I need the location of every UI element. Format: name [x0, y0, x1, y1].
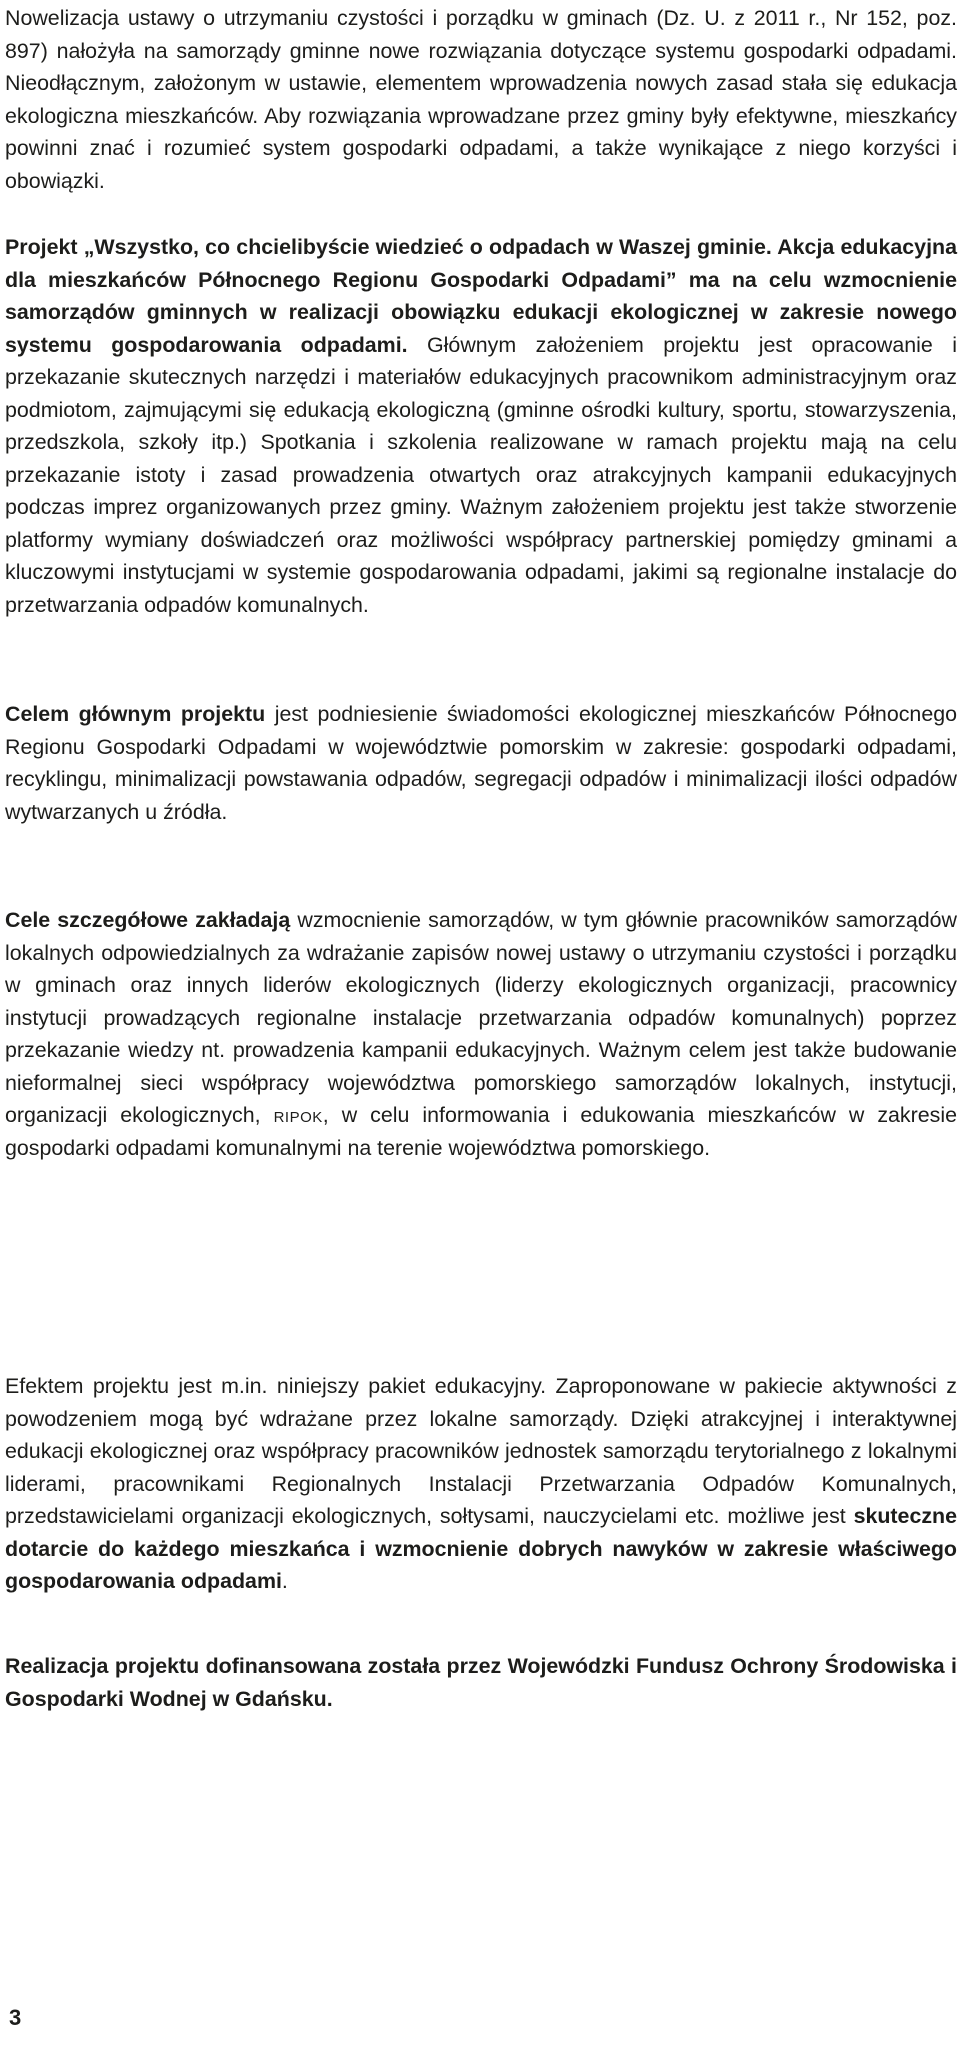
- specific-goals-text-a: wzmocnienie samorządów, w tym głównie pracowników samorządów lokalnych odpowiedzialnych za wdrażanie zapisów nowej ustawy o utrzymaniu czystości i porządku w gminach oraz innych liderów ekologicznych (liderzy ekologicznych organizacji, pracownicy instytucji prowadzących regionalne instalacje przetwarzania odpadów komunalnych) poprzez przekazanie wiedzy nt. prowadzenia kampanii edukacyjnych. Ważnym celem jest także budowanie nieformalnej sieci współpracy województwa pomorskiego samorządów lokalnych, instytucji, organizacji ekologicznych,: [5, 908, 957, 1127]
- funding-paragraph: [5, 1650, 957, 1715]
- project-text: Głównym założeniem projektu jest opracowanie i przekazanie skutecznych narzędzi i materiałów edukacyjnych pracownikom administracyjnym oraz podmiotom, zajmującymi się edukacją ekologiczną (gminne ośrodki kultury, sportu, stowarzyszenia, przedszkola, szkoły itp.) Spotkania i szkolenia realizowane w ramach projektu mają na celu przekazanie istoty i zasad prowadzenia otwartych oraz atrakcyjnych kampanii edukacyjnych podczas imprez organizowanych przez gminy. Ważnym założeniem projektu jest także stworzenie platformy wymiany doświadczeń oraz możliwości współpracy partnerskiej pomiędzy gminami a kluczowymi instytucjami w systemie gospodarowania odpadami, jakimi są regionalne instalacje do przetwarzania odpadów komunalnych.: [5, 332, 957, 617]
- specific-goals-paragraph: [5, 904, 957, 1164]
- effect-text: Efektem projektu jest m.in. niniejszy pakiet edukacyjny. Zaproponowane w pakiecie aktywności z powodzeniem mogą być wdrażane przez lokalne samorządy. Dzięki atrakcyjnej i interaktywnej edukacji ekologicznej oraz współpracy pracowników jednostek samorządu terytorialnego z lokalnymi liderami, pracownikami Regionalnych Instalacji Przetwarzania Odpadów Komunalnych, przedstawicielami organizacji ekologicznych, sołtysami, nauczycielami etc. możliwe jest: [5, 1374, 957, 1528]
- main-goal-text: jest podniesienie świadomości ekologicznej mieszkańców Północnego Regionu Gospodarki Odpadami w województwie pomorskim w zakresie: gospodarki odpadami, recyklingu, minimalizacji powstawania odpadów, segregacji odpadów i minimalizacji ilości odpadów wytwarzanych u źródła.: [5, 702, 958, 824]
- main-goal-paragraph: [5, 698, 957, 828]
- page-number: 3: [9, 2005, 22, 2030]
- funding-text: Realizacja projektu dofinansowana została przez Wojewódzki Fundusz Ochrony Środowiska i Gospodarki Wodnej w Gdańsku.: [5, 1654, 957, 1711]
- main-goal-label: Celem głównym projektu: [5, 702, 266, 726]
- project-paragraph: [5, 231, 957, 621]
- effect-paragraph: [5, 1370, 957, 1598]
- ripok-acronym: ripok: [273, 1103, 323, 1127]
- intro-text: Nowelizacja ustawy o utrzymaniu czystości i porządku w gminach (Dz. U. z 2011 r., Nr 152, poz. 897) nałożyła na samorządy gminne nowe rozwiązania dotyczące systemu gospodarki odpadami. Nieodłącznym, założonym w ustawie, elementem wprowadzenia nowych zasad stała się edukacja ekologiczna mieszkańców. Aby rozwiązania wprowadzane przez gminy były efektywne, mieszkańcy powinni znać i rozumieć system gospodarki odpadami, a także wynikające z niego korzyści i obowiązki.: [5, 6, 957, 193]
- specific-goals-text-b: , w celu informowania i edukowania mieszkańców w zakresie gospodarki odpadami komunalnymi na terenie województwa pomorskiego.: [5, 1103, 957, 1160]
- specific-goals-label: Cele szczegółowe zakładają: [5, 908, 291, 932]
- effect-bold: skuteczne dotarcie do każdego mieszkańca i wzmocnienie dobrych nawyków w zakresie właściwego gospodarowania odpadami: [5, 1504, 957, 1593]
- effect-end: .: [281, 1569, 288, 1593]
- project-title-bold: Projekt „Wszystko, co chcielibyście wiedzieć o odpadach w Waszej gminie. Akcja edukacyjna dla mieszkańców Północnego Regionu Gospodarki Odpadami” ma na celu wzmocnienie samorządów gminnych w realizacji obowiązku edukacji ekologicznej w zakresie nowego systemu gospodarowania odpadami.: [5, 235, 957, 357]
- intro-paragraph: [5, 2, 957, 197]
